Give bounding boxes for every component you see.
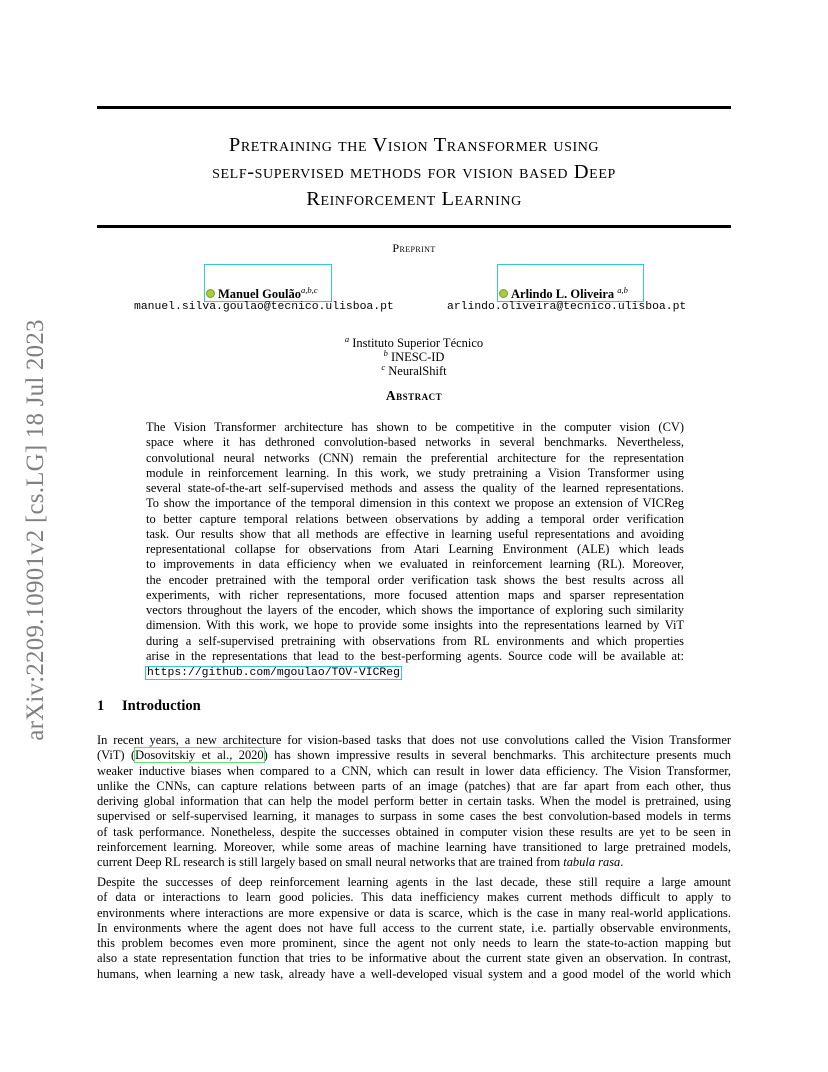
abstract-line: dimension. With this work, we hope to provide some insights into the representations learned by ViT <box>146 618 684 633</box>
title-top-rule <box>97 106 731 109</box>
paragraph-line: supervised or self-supervised learning, it manages to surpass in some cases the best convolution-based models in terms <box>97 809 731 824</box>
paragraph-line: unlike the CNNs, can capture relations between parts of an image (patches) that are far apart from each other, thus <box>97 778 731 793</box>
arxiv-stamp: arXiv:2209.10901v2 [cs.LG] 18 Jul 2023 <box>22 319 49 741</box>
paragraph-line: weaker inductive biases when compared to a CNN, which can result in lower data efficiency. The Vision Transformer, <box>97 763 731 778</box>
affiliation: $^a$ Instituto Superior Técnico <box>344 334 484 351</box>
title-line: Pretraining the Vision Transformer using <box>228 134 600 156</box>
preprint-label: Preprint <box>392 241 436 255</box>
abstract-line: The Vision Transformer architecture has shown to be competitive in the computer vision (CV) <box>146 420 684 434</box>
abstract-line: arise in the representations that lead to the best-performing agents. Source code will be available at: <box>146 648 684 663</box>
author-email: manuel.silva.goulao@tecnico.ulisboa.pt <box>134 301 394 313</box>
orcid-icon[interactable] <box>499 289 508 298</box>
intro-paragraph <box>97 733 731 870</box>
abstract-line: several state-of-the-art self-supervised methods and assess the quality of the learned representations. <box>146 481 684 495</box>
intro-paragraph <box>97 875 731 982</box>
section-number: 1 <box>97 698 105 714</box>
paragraph-line: In recent years, a new architecture for vision-based tasks that does not use convolutions called the Vision Transformer <box>97 733 731 747</box>
abstract-line: during a self-supervised pretraining with observations from RL environments and which properties <box>146 633 684 648</box>
orcid-icon[interactable] <box>206 289 215 298</box>
author-email: arlindo.oliveira@tecnico.ulisboa.pt <box>447 301 687 313</box>
paragraph-line: deriving global information that can help the model perform better in certain tasks. When the model is pretrained, using <box>97 794 731 808</box>
abstract-line: task. Our results show that all methods are effective in learning useful representations and avoiding <box>146 526 684 541</box>
abstract-heading: Abstract <box>385 388 443 403</box>
paragraph-line: In environments where the agent does not have full access to the current state, i.e. partially observable environments, <box>97 920 731 935</box>
abstract-body <box>146 420 684 681</box>
paragraph-line: of task performance. Nonetheless, despite the successes obtained in computer vision these results are yet to be seen in <box>97 824 731 839</box>
author-name[interactable]: Manuel Goulão$^{a,b,c}$ <box>206 285 318 302</box>
section-heading <box>97 698 201 715</box>
author-name[interactable]: Arlindo L. Oliveira $^{a,b}$ <box>499 285 628 302</box>
abstract-line: experiments, with richer representations, more focused attention maps and sparser representation <box>146 587 684 602</box>
abstract-line: the encoder pretrained with the temporal order verification task shows the best results across all <box>146 572 684 587</box>
abstract-line: representational collapse for observations from Atari Learning Environment (ALE) which leads <box>146 542 684 556</box>
abstract-line: space where it has dethroned convolution-based networks in several benchmarks. Nevertheless, <box>146 435 684 450</box>
abstract-line: vectors throughout the layers of the encoder, which shows the importance of exploring such similarity <box>146 603 684 617</box>
paper-title <box>97 132 731 213</box>
title-bottom-rule <box>97 225 731 228</box>
paragraph-line: Despite the successes of deep reinforcement learning agents in the last decade, these still require a large amount <box>97 875 731 889</box>
section-title: Introduction <box>122 698 201 714</box>
paragraph-line: current Deep RL research is still largely based on small neural networks that are trained from tabula rasa. <box>97 855 624 869</box>
abstract-line <box>146 664 684 681</box>
abstract-line: module in reinforcement learning. In this work, we study pretraining a Vision Transformer using <box>146 465 684 480</box>
source-code-link[interactable]: https://github.com/mgoulao/TOV-VICReg <box>147 667 400 679</box>
affiliation: $^b$ INESC-ID <box>383 348 445 365</box>
paragraph-line: (ViT) (Dosovitskiy et al., 2020) has shown impressive results in several benchmarks. This architecture presents much <box>97 748 731 763</box>
affiliation: $^c$ NeuralShift <box>381 362 447 379</box>
abstract-line: to better capture temporal relations between observations by adding a temporal order verification <box>146 511 684 526</box>
citation-link[interactable]: Dosovitskiy et al., 2020 <box>135 748 264 763</box>
paragraph-line: humans, when learning a new task, already have a well-developed visual system and a good model of the world which <box>97 966 731 981</box>
paragraph-line: reinforcement learning. Moreover, while some areas of machine learning have transitioned to large pretrained models, <box>97 839 731 854</box>
paragraph-line: of data or interactions to learn good policies. This data inefficiency makes current methods difficult to apply to <box>97 890 731 905</box>
paragraph-line: environments where interactions are more expensive or data is scarce, which is the case in many real-world applications. <box>97 905 731 920</box>
abstract-line: to improvements in data efficiency when we evaluated in reinforcement learning (RL). Moreover, <box>146 557 684 572</box>
abstract-line: To show the importance of the temporal dimension in this context we propose an extension of VICReg <box>146 496 684 511</box>
title-line: Reinforcement Learning <box>306 188 522 210</box>
paragraph-line: also a state representation function that tries to be informative about the current state given an observation. In contrast, <box>97 951 731 966</box>
title-line: self-supervised methods for vision based Deep <box>212 161 616 183</box>
paragraph-line: this problem becomes even more prominent, since the agent not only needs to learn the state-to-action mapping but <box>97 936 731 950</box>
abstract-line: convolutional neural networks (CNN) remain the preferential architecture for the representation <box>146 450 684 465</box>
